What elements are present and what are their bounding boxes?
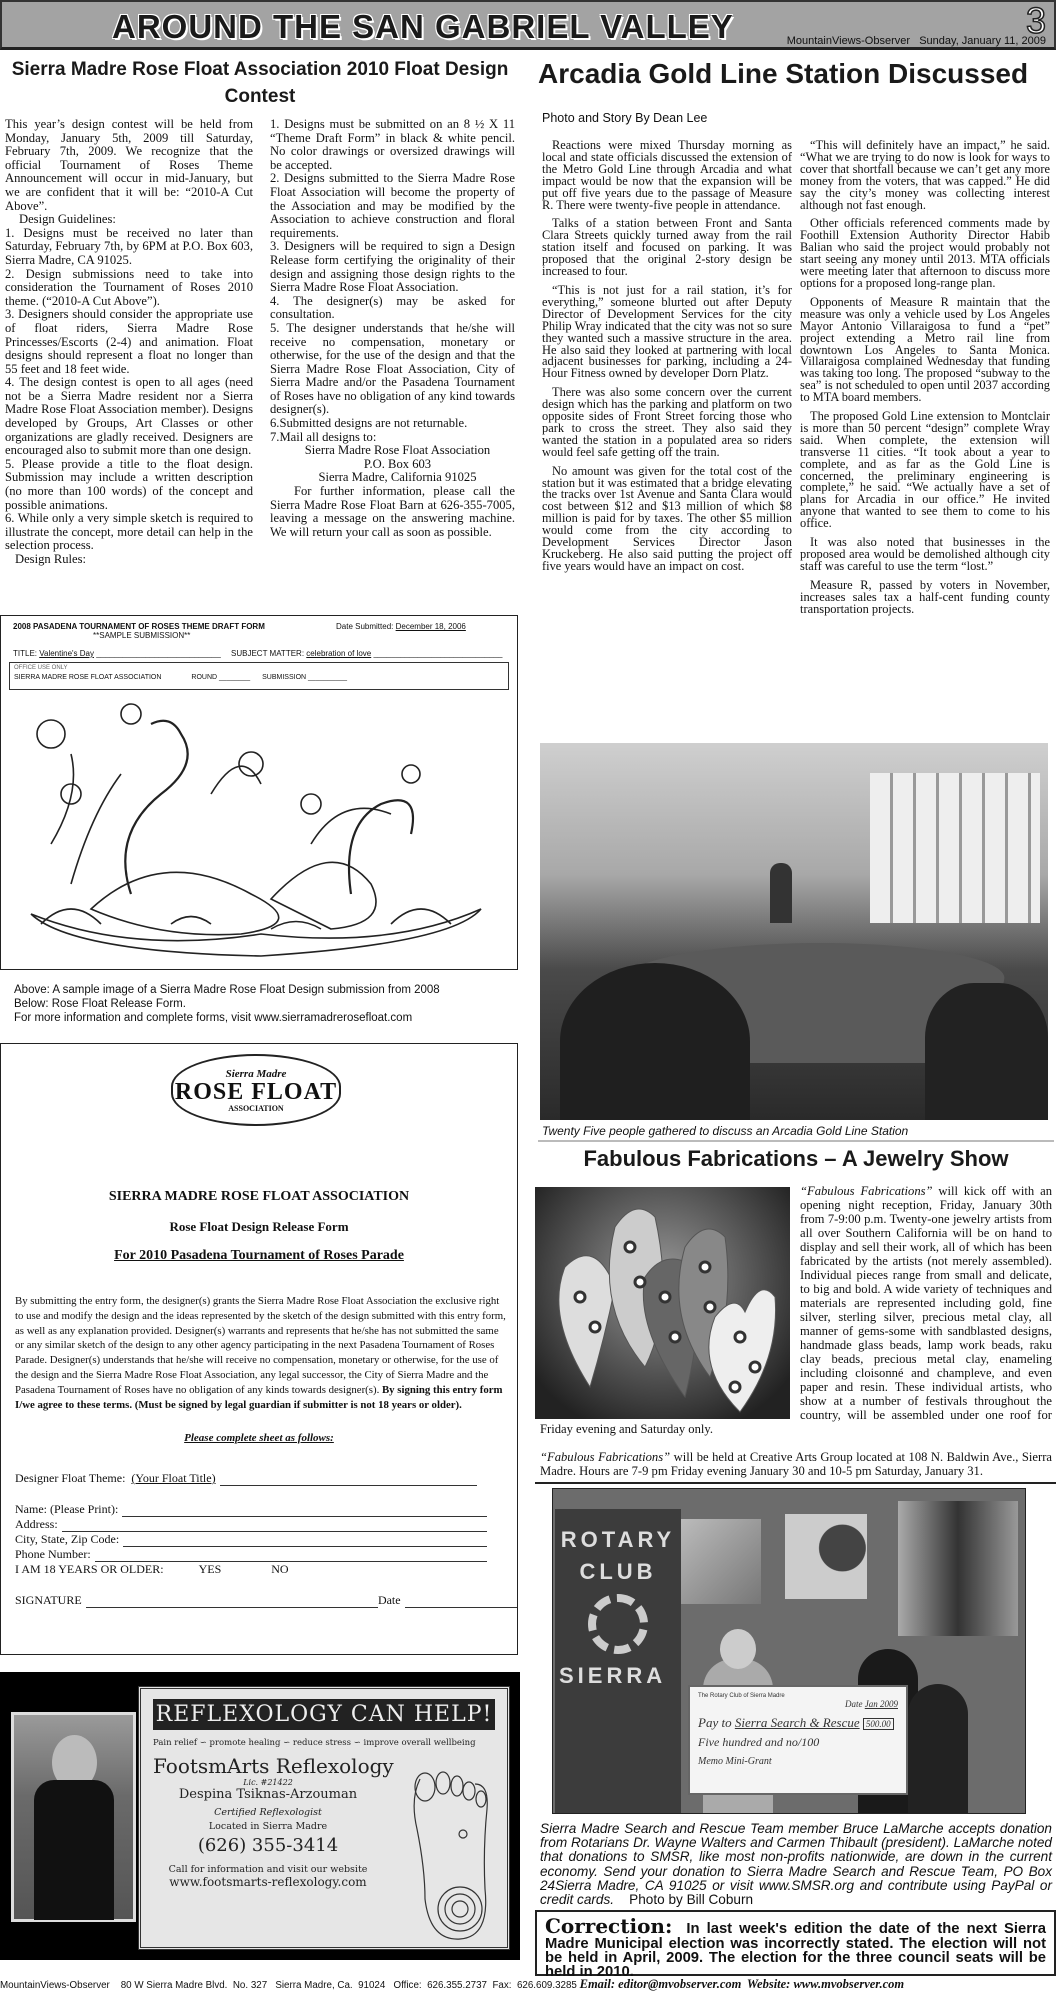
ad-phone: (626) 355-3414 [197,1835,339,1856]
date-label: Date Submitted: [336,622,394,631]
footer-address: MountainViews-Observer 80 W Sierra Madre Blvd. No. 327 Sierra Madre, Ca. 91024 Office: 626.355.2737 Fax: 626.609.3285 [0,1980,577,1991]
jewelry-hearts-photo [535,1187,790,1419]
photo-credit: Photo by Bill Coburn [629,1892,754,1908]
caption-line: Above: A sample image of a Sierra Madre Rose Float Design submission from 2008 [14,984,440,996]
rose-article-title: Sierra Madre Rose Float Association 2010 Float Design Contest [11,59,509,107]
release-form-image [0,1043,518,1655]
release-terms [15,1294,507,1412]
subject-label: SUBJECT MATTER: [231,649,305,658]
foot-icon [405,1769,495,1944]
no-option[interactable]: NO [271,1562,289,1576]
divider [535,1482,1056,1484]
correction-label: Correction: [545,1914,673,1938]
title-label: TITLE: [13,649,38,658]
subject-value: celebration of love [306,649,372,658]
swan-float-sketch [11,694,507,964]
issue-date [787,35,1046,47]
date-label: Date [377,1593,401,1607]
theme-field[interactable] [220,1475,477,1486]
donation-check: The Rotary Club of Sierra Madre Date Jan 2009 Pay to Sierra Search & Rescue 500.00 Five hundred and no/100 Memo Mini-Grant [688,1685,908,1795]
name-field[interactable] [122,1506,487,1517]
ad-business-name: FootsmArts Reflexology [153,1754,394,1778]
date: Sunday, January 11, 2009 [919,35,1046,47]
address-line: P.O. Box 603 [363,456,432,471]
paragraph: 1. Designs must be submitted on an 8 ½ X 11 “Theme Draft Form” in black & white pencil. No color drawings or oversized drawings will be accepted. [270,117,515,172]
divider [538,1140,1054,1142]
check-words: Five hundred and no/100 [698,1735,820,1749]
design-rules [270,118,515,444]
meeting-photo-caption: Twenty Five people gathered to discuss an Arcadia Gold Line Station [542,1124,909,1138]
section-title: AROUND THE SAN GABRIEL VALLEY [112,8,734,45]
footer-email[interactable]: Email: editor@mvobserver.com [579,1977,742,1991]
paragraph: Reactions were mixed Thursday morning as local and state officials discussed the extension of the Metro Gold Line through Arcadia and what impact would be now that the expansion will be put off five years due to the passage of Measure R. There were twenty-five people in attendance. [542,138,792,212]
paragraph: 6.Submitted designs are not returnable. [270,416,468,431]
check-payee: Sierra Search & Rescue [734,1715,860,1730]
draft-form-image: 2008 PASADENA TOURNAMENT OF ROSES THEME DRAFT FORM **SAMPLE SUBMISSION** Date Submitted: December 18, 2006 TITLE: Valentine's Day ____________________________ SUBJECT MATTER: celebration of love _____________________________ OFFICE USE ONLY SIERRA MADRE ROSE FLOAT ASSOCIATION ROUND ________ SUBMISSION __________ [0,615,518,970]
round-label: ROUND [191,674,218,681]
event-name: “Fabulous Fabrications” [540,1450,671,1464]
correction-box [535,1910,1056,1980]
byline: Photo and Story By Dean Lee [542,111,708,125]
caption-line: For more information and complete forms, visit www.sierramadrerosefloat.com [14,1012,413,1024]
arcadia-column-2 [800,140,1050,623]
paragraph: Design Guidelines: [19,212,116,227]
paragraph: It was also noted that businesses in the proposed area would be demolished although city staff was careful to use the term “lost.” [800,535,1050,573]
check-date: Jan 2009 [864,1699,898,1709]
office-use-label: OFFICE USE ONLY [14,665,68,671]
paragraph: 5. The designer understands that he/she will receive no compensation, monetary or otherwise, for the use of the design and that the Sierra Madre Rose Float Association, City of Sierra Madre and/or the Pasadena Tournament of Roses have no obligation of any kind towards designer(s). [270,320,515,417]
paragraph: 7.Mail all designs to: [270,429,377,444]
mailing-address [270,444,515,485]
paragraph: 3. Designers should consider the appropriate use of float riders, Sierra Madre Rose Princesses/Escorts (2-4) and animation. Float designs should represent a float no longer than 55 feet and 18 feet wide. [5,307,253,376]
paragraph: 4. The design contest is open to all ages (need not be a Sierra Madre resident nor a Sierra Madre Rose Float Association member). Designs developed by Groups, Art Classes or other organizations are gladly received. Designers are encouraged also to submit more than one design. [5,375,253,458]
paragraph: 6. While only a very simple sketch is required to illustrate the concept, more detail can help in the selection process. [5,511,253,553]
check-memo: Mini-Grant [725,1756,772,1767]
paragraph: 4. The designer(s) may be asked for consultation. [270,293,515,322]
paragraph: 1. Designs must be received no later than Saturday, February 7th, by 6PM at P.O. Box 603, Sierra Madre, CA 91025. [5,225,253,267]
paragraph: 5. Please provide a title to the float design. Submission may include a written description (no more than 100 words) of the concept and possible animations. [5,456,253,512]
footer-website[interactable]: Website: www.mvobserver.com [746,1977,905,1991]
meeting-photo [540,743,1048,1120]
paragraph: Design Rules: [15,552,87,566]
paragraph: The proposed Gold Line extension to Montclair is more than 50 percent “design” complete Wray said. When complete, the extension will transverse 11 cities. “It took about a year to complete, and as far as the Gold Line is concerned, the preliminary engineering is complete,” he said. “We actually have a set of plans for Arcadia in our office.” He invited anyone that wanted to see them to come to his office. [800,409,1050,531]
event-name: “Fabulous Fabrications” [800,1184,933,1198]
address-line: Sierra Madre, California 91025 [318,470,477,485]
ad-practitioner: Despina Tsiknas-Arzouman [178,1787,358,1802]
intro-text: will kick off with an opening night reception, Friday, January 30th from 7-9:00 p.m. Twenty-one jewelry artists from all over Southern California will be on hand to display and sell their work, all of which has been fabricated by the artists (not merely assembled). Individual pieces range from small and delicate, to big and bold. A wide variety of techniques and materials are represented including gold, fine silver, sterling silver, precious metal clay, all manner of gems-some with sandblasted designs, handmade glass beads, lamp work beads, raku clay beads, precious metal clay, enameling including cloisonné and champleve, and even paper and resin. These individual artists, who show at a number of festivals throughout the country, will be assembled under one roof for Friday evening and Saturday only. [540,1184,1052,1436]
city-label: City, State, Zip Code: [15,1532,120,1546]
theme-label: Designer Float Theme: [15,1471,126,1485]
ad-call-text: Call for information and visit our website [168,1864,368,1875]
form-instruction: Please complete sheet as follows: [184,1432,334,1444]
date-value: December 18, 2006 [395,622,466,631]
age-label: I AM 18 YEARS OR OLDER: [15,1562,164,1576]
terms-bold: By signing this entry form I/we agree to these terms. (Must be signed by legal guardian if submitter is not 18 years or older). [15,1383,503,1411]
paragraph: Talks of a station between Front and Santa Clara Streets quickly turned away from the rail station itself and focused on parking. It was proposed that the original 2-story design be increased to four. [542,216,792,279]
arcadia-column-1 [542,140,792,580]
ad-certification: Certified Reflexologist [214,1807,322,1818]
caption-text: Sierra Madre Search and Rescue Team member Bruce LaMarche accepts donation from Rotarians Dr. Wayne Walters and Carmen Thibault (president). LaMarche noted that donations to SMSR, like most non-profits nationwide, are down in the current economy. Send your donation to Sierra Madre Search and Rescue Team, PO Box 24Sierra Madre, CA 91025 or visit www.SMSR.org and contribute using PayPal or credit cards. [540,1821,1052,1908]
rotary-donation-photo [552,1488,1026,1814]
arcadia-article-title: Arcadia Gold Line Station Discussed [538,58,1029,89]
ad-location: Located in Sierra Madre [208,1821,328,1832]
rose-float-logo: Sierra Madre ROSE FLOAT ASSOCIATION [171,1054,341,1126]
venue-text: will be held at Creative Arts Group located at 108 N. Baldwin Ave., Sierra Madre. Hours are 7-9 pm Friday evening January 30 and 10-5 pm Saturday, January 31. [540,1450,1052,1478]
address-label: Address: [15,1517,58,1531]
paragraph: No amount was given for the total cost of the station but it was estimated that a bridge elevating the tracks over 1st Avenue and Santa Clara would cost between $12 and $13 million of which $8 million is paid for by taxes. The other $5 million would come from the city according to Development Services Director Jason Kruckeberg. He also said putting the project off five years would have an impact on cost. [542,463,792,573]
office-use-box: OFFICE USE ONLY SIERRA MADRE ROSE FLOAT ASSOCIATION ROUND ________ SUBMISSION __________ [9,662,509,690]
city-field[interactable] [123,1536,487,1547]
title-value: Valentine's Day [39,649,94,658]
rotary-caption [540,1822,1052,1907]
ad-license: Lic. #21422 [243,1778,293,1787]
jewelry-article-body [540,1184,1052,1478]
paper-name: MountainViews-Observer [786,35,911,47]
ad-banner: REFLEXOLOGY CAN HELP! [153,1699,495,1730]
banner-line: ROTARY [560,1527,676,1552]
footer [0,1977,1056,1992]
ad-benefits: Pain relief ∽ promote healing ∽ reduce stress ∽ improve overall wellbeing [153,1738,476,1748]
yes-option[interactable]: YES [198,1562,222,1576]
terms-text: By submitting the entry form, the designer(s) grants the Sierra Madre Rose Float Association the exclusive right to use and modify the design and the ideas represented by the sketch of the design submitted with this entry form, as well as any explanation provided. Designer(s) warrants and represents that he/she has not submitted the same or any similar sketch of the design to any other agency participating in the next Pasadena Tournament of Roses Parade. Designer(s) understands that he/she will receive no compensation, monetary or otherwise, for the use of the design and the Sierra Madre Rose Float Association, any legal successor, the City of Sierra Madre and the Pasadena Tournament of Roses have no obligation of any kinds towards designer(s). [15,1295,506,1396]
rose-article-column-1 [5,118,253,567]
office-org: SIERRA MADRE ROSE FLOAT ASSOCIATION [14,674,162,681]
check-amount: 500.00 [863,1718,894,1730]
jewelry-article-title: Fabulous Fabrications – A Jewelry Show [583,1146,1009,1171]
draft-form-caption [14,983,440,1025]
check-org: The Rotary Club of Sierra Madre [698,1693,785,1699]
masthead [0,0,1056,50]
paragraph: There was also some concern over the current design which has the parking and platform on two opposite sides of Front Street forcing those who park to cross the street. They also said they wanted the station in a populated area so riders would feel safe getting off the train. [542,385,792,459]
ad-website[interactable]: www.footsmarts-reflexology.com [169,1875,367,1889]
paragraph: 2. Designs submitted to the Sierra Madre Rose Float Association will become the property of the Association and may be modified by the Association to achieve construction and floral requirements. [270,171,515,240]
rose-article-column-2 [270,118,515,539]
release-form-org: SIERRA MADRE ROSE FLOAT ASSOCIATION [108,1189,410,1204]
date-field[interactable] [405,1597,517,1608]
jewelry-venue [540,1450,1052,1478]
paragraph: 2. Design submissions need to take into consideration the Tournament of Roses 2010 theme. (“2010-A Cut Above”). [5,266,253,308]
correction-text: In last week's edition the date of the next Sierra Madre Municipal election was incorrectly stated. The election will not be held in April, 2009. The election for the three council seats will be held in 2010. [545,1921,1046,1980]
caption-line: Below: Rose Float Release Form. [14,998,186,1010]
banner-line: CLUB [579,1559,657,1584]
signature-field[interactable] [86,1597,378,1608]
submission-label: SUBMISSION [262,674,307,681]
contact-info: For further information, please call the Sierra Madre Rose Float Barn at 626-355-7005, leaving a message on the answering machine. We will return your call as soon as possible. [270,484,515,539]
paragraph: “This is not just for a rail station, it’s for everything,” someone blurted out after Deputy Director of Development Services for the city Philip Wray indicated that the city was not so sure they wanted such a massive structure in the area. He also said they looked at partnering with local adjacent businesses for parking, including a 24-Hour Fitness owned by developer Dorn Platz. [542,282,792,381]
ad-card [138,1686,510,1950]
ad-portrait-photo [11,1712,136,1922]
release-form-subtitle: For 2010 Pasadena Tournament of Roses Parade [114,1248,404,1263]
rotary-banner [555,1509,681,1814]
page-number: 3 [1025,0,1046,41]
banner-line: SIERRA [559,1663,667,1688]
paragraph: Other officials referenced comments made by Foothill Extension Authority Director Habib Balian who said the project would probably not start seeing any money until 2013. MTA officials were meeting later that afternoon to discuss more options for a proposed long-range plan. [800,216,1050,290]
reflexology-ad [0,1672,520,1960]
paragraph: This year’s design contest will be held from Monday, January 5th, 2009 till Saturday, February 7th, 2009. We recognize that the official Tournament of Roses Theme Announcement will occur in mid-January, but we are confident that it will be: “2010-A Cut Above”. [5,117,253,213]
address-line: Sierra Madre Rose Float Association [304,443,491,458]
paragraph: 3. Designers will be required to sign a Design Release form certifying the originality of their design and assigning those design rights to the Sierra Madre Rose Float Association. [270,239,515,295]
draft-form-heading: 2008 PASADENA TOURNAMENT OF ROSES THEME DRAFT FORM [13,622,265,631]
theme-hint: (Your Float Title) [131,1471,216,1485]
release-form-title: Rose Float Design Release Form [169,1219,349,1234]
name-label: Name: (Please Print): [15,1502,119,1516]
phone-field[interactable] [95,1551,487,1562]
rotary-wheel-icon [588,1594,648,1654]
paragraph: “This will definitely have an impact,” he said. “What we are trying to do now is look for ways to cover that shortfall because we can’t get any more money from the voters, that was capped.” He did say the city’s money was collecting interest although not fast enough. [800,138,1050,212]
paragraph: Measure R, passed by voters in November, increases sales tax a half-cent funding county transportation projects. [800,577,1050,616]
sample-label: **SAMPLE SUBMISSION** [93,631,191,640]
address-field[interactable] [62,1521,487,1532]
paragraph: Opponents of Measure R maintain that the measure was only a vehicle used by Los Angeles Mayor Antonio Villaraigosa to fund a “pet” project extending a Metro rail line from downtown Los Angeles to Santa Monica. Villaraigosa complained Wednesday that funding was taking too long. The proposed “subway to the sea” is not scheduled to open until 2037 according to MTA board members. [800,294,1050,405]
phone-label: Phone Number: [15,1547,91,1561]
signature-label: SIGNATURE [15,1593,82,1607]
